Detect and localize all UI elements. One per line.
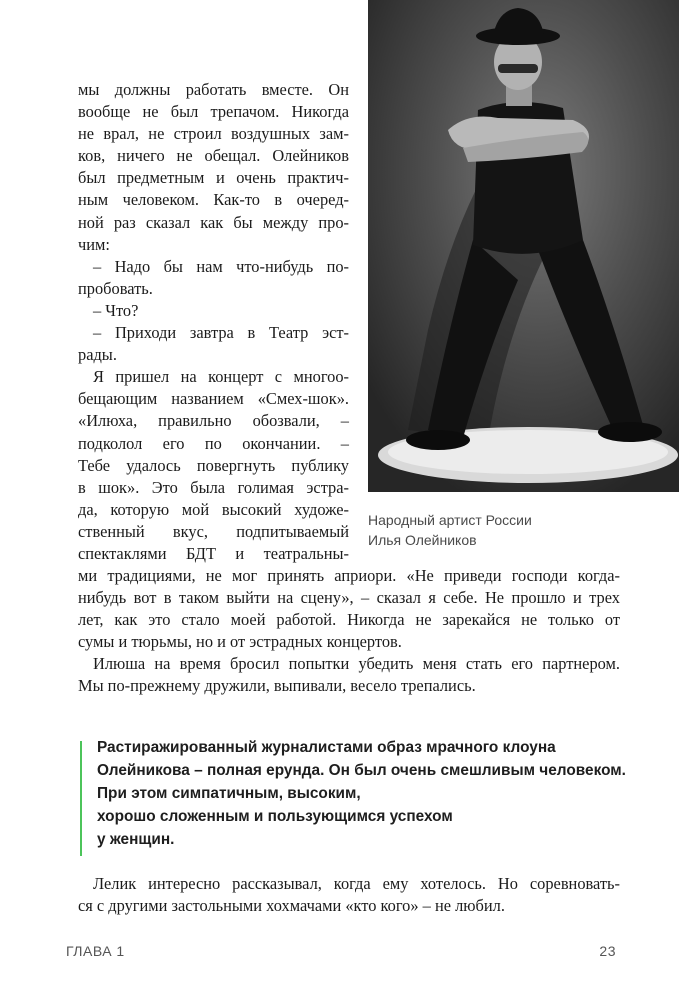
text-line: Мы по-прежнему дружили, выпивали, весело трепались. (78, 676, 476, 696)
text-line: чим: (78, 234, 110, 254)
quote-line: Растиражированный журналистами образ мрачного клоуна (97, 739, 556, 756)
page-number: 23 (599, 943, 616, 959)
text-line: спектаклями БДТ и театральны- (78, 543, 349, 563)
text-line: мы должны работать вместе. Он (78, 80, 349, 99)
quote-line: хорошо сложенным и пользующимся успехом (97, 808, 453, 825)
text-line: сумы и тюрьмы, но и от эстрадных концертов. (78, 632, 402, 652)
text-line: нибудь вот в таком выйти на сцену», – сказал я себе. Не прошло и трех (78, 588, 620, 608)
dialogue-line: – Что? (93, 300, 139, 320)
text-line: пробовать. (78, 278, 153, 298)
pull-quote (97, 736, 626, 851)
text-line: ственный вкус, подпитываемый (78, 521, 349, 541)
text-line: в шок». Это была голимая эстра- (78, 477, 349, 497)
text-line: ми традициями, не мог принять априори. «Не приведи господи когда- (78, 566, 620, 585)
dialogue-line: – Надо бы нам что-нибудь по- (93, 256, 349, 276)
quote-line: Олейникова – полная ерунда. Он был очень смешливым человеком. (97, 762, 626, 779)
paragraph-first-line: Я пришел на концерт с многоо- (93, 367, 349, 387)
text-line: рады. (78, 345, 117, 365)
paragraph-first-line: Илюша на время бросил попытки убедить меня стать его партнером. (93, 654, 620, 674)
text-line: лет, как это стало моей работой. Никогда не зарекайся не только от (78, 610, 620, 630)
text-line: ся с другими застольными хохмачами «кто кого» – не любил. (78, 896, 505, 916)
text-column-narrow (78, 79, 349, 565)
text-line: Тебе удалось повергнуть публику (78, 455, 349, 475)
text-line: был предметным и очень практич- (78, 168, 349, 188)
text-line: ной раз сказал как бы между про- (78, 212, 349, 232)
paragraph-first-line: Лелик интересно рассказывал, когда ему хотелось. Но соревновать- (93, 874, 620, 893)
text-column-closing (78, 873, 620, 917)
quote-line: у женщин. (97, 831, 175, 848)
text-line: вообще не был трепачом. Никогда (78, 102, 349, 122)
text-line: бещающим названием «Смех-шок». (78, 389, 349, 409)
quote-accent-bar (80, 741, 82, 856)
caption-line: Народный артист России (368, 512, 532, 528)
text-line: ков, ничего не обещал. Олейников (78, 146, 349, 166)
portrait-photo (368, 0, 679, 492)
text-line: подколол его по окончании. – (78, 433, 349, 453)
dialogue-line: – Приходи завтра в Театр эст- (93, 323, 349, 343)
text-line: «Илюха, правильно обозвали, – (78, 411, 349, 431)
caption-line: Илья Олейников (368, 532, 477, 548)
text-line: да, которую мой высокий художе- (78, 499, 349, 519)
text-column-wide (78, 565, 620, 698)
quote-line: При этом симпатичным, высоким, (97, 785, 361, 802)
text-line: не врал, не строил воздушных зам- (78, 124, 349, 144)
chapter-label: ГЛАВА 1 (66, 943, 125, 959)
text-line: ным человеком. Как-то в очеред- (78, 190, 349, 210)
photo-caption (368, 510, 668, 550)
